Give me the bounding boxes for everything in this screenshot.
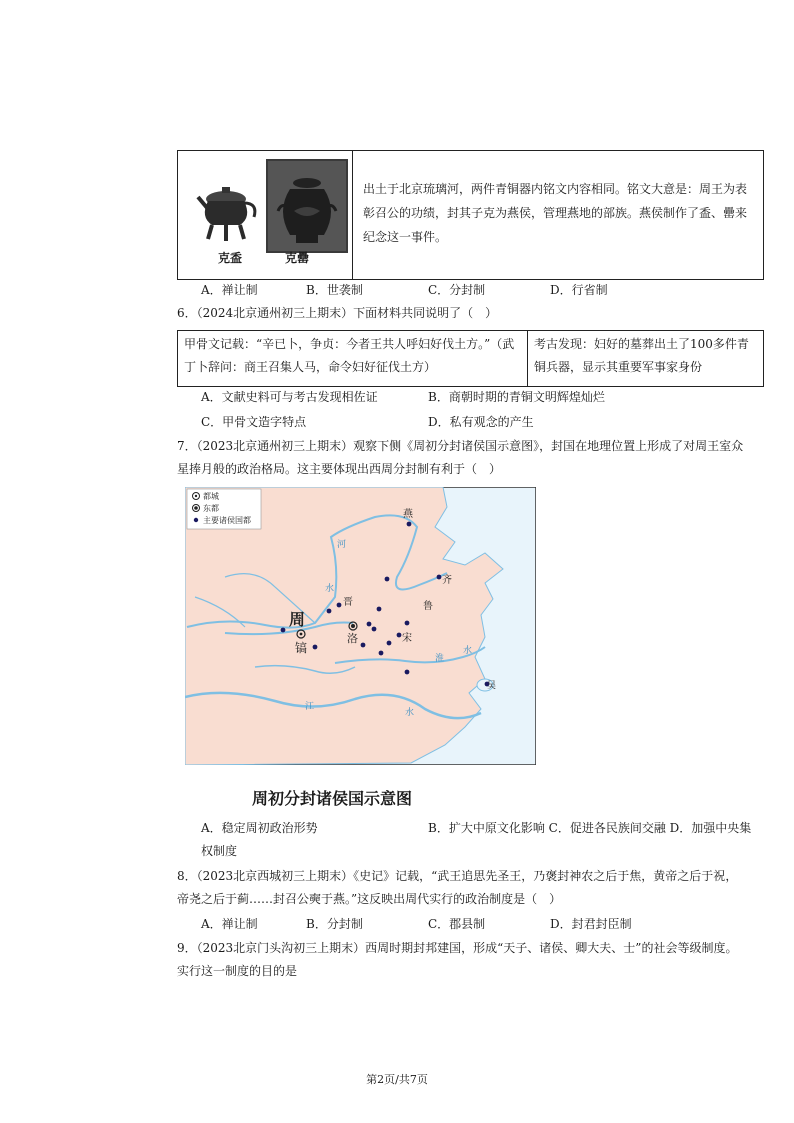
q6-option-a[interactable]: A．文献史料可与考古发现相佐证 [201,390,378,404]
q7-stem-line-2: 星捧月般的政治格局。这主要体现出西周分封制有利于（ ） [177,462,502,476]
map-label-jin: 晋 [343,597,353,608]
state-dot [281,628,286,633]
q7-option-d-continued: 权制度 [201,844,238,858]
legend-eastern-capital-icon-dot [194,506,198,510]
q5-table [177,150,764,280]
q5-option-b[interactable]: B．世袭制 [306,283,363,297]
q6-table [177,330,764,387]
map-label-hao: 镐 [295,641,308,655]
q9-stem-line-2: 实行这一制度的目的是 [177,964,298,978]
state-dot-jin [337,603,342,608]
luo-eastern-capital-marker-dot [351,624,355,628]
q8-stem-line-2: 帝尧之后于蓟……封召公奭于燕。”这反映出周代实行的政治制度是（ ） [177,892,562,906]
state-dot-qi [437,575,442,580]
q5-material-line-3: 纪念这一事件。 [363,230,448,244]
legend-label-eastern-capital: 东都 [203,504,219,513]
q5-image-cell [178,151,353,280]
map-label-shui-3: 水 [463,646,473,656]
q8-option-c[interactable]: C．郡县制 [428,917,486,931]
state-dot [377,607,382,612]
q7-option-bcd[interactable]: B．扩大中原文化影响 C．促进各民族间交融 D．加强中央集 [428,821,752,835]
vessel-label-lei: 克罍 [285,251,310,265]
q5-option-d[interactable]: D．行省制 [550,283,608,297]
q5-material-line-2: 彰召公的功绩，封其子克为燕侯，管理燕地的部族。燕侯制作了盉、罍来 [363,206,748,220]
legend-label-state-capitals: 主要诸侯国都 [203,516,251,525]
map-label-yan: 燕 [403,509,413,520]
legend-label-capital: 都城 [203,492,219,501]
state-dot [387,641,392,646]
map-label-qi: 齐 [442,575,452,586]
q6-left-line-1: 甲骨文记载：“辛已卜，争贞：今者王共人呼妇好伐土方。”（武 [184,337,515,351]
legend-capital-icon-dot [195,495,197,497]
q6-option-d[interactable]: D．私有观念的产生 [428,415,534,429]
map-label-jiang: 江 [305,702,315,712]
state-dot-yan [407,522,412,527]
q8-option-a[interactable]: A．禅让制 [201,917,258,931]
q7-option-a[interactable]: A．稳定周初政治形势 [201,821,318,835]
bronze-vessels-image [178,151,352,279]
map-label-he: 河 [337,540,347,550]
state-dot-lu [405,621,410,626]
map-label-huai: 淮 [435,654,445,664]
map-svg [185,487,536,765]
q8-stem-line-1: 8．（2023北京西城初三上期末）《史记》记载，“武王追思先圣王，乃褒封神农之后于焦，黄帝之后于祝， [177,869,738,883]
q7-stem-line-1: 7．（2023北京通州初三上期末）观察下侧《周初分封诸侯国示意图》，封国在地理位置上形成了对周王室众 [177,439,744,453]
q6-stem: 6．（2024北京通州初三上期末）下面材料共同说明了（ ） [177,306,498,320]
state-dot [327,609,332,614]
state-dot [361,643,366,648]
state-dot [313,645,318,650]
q5-option-a[interactable]: A．禅让制 [201,283,258,297]
q6-left-cell [178,331,528,387]
q6-option-c[interactable]: C．甲骨文造字特点 [201,415,307,429]
state-dot [367,622,372,627]
bronze-vessels-illustration [178,151,352,279]
map-label-shui-2: 水 [405,708,415,718]
q5-option-c[interactable]: C．分封制 [428,283,486,297]
state-dot [405,670,410,675]
vessel-label-he: 克盉 [218,251,243,265]
map-label-shui: 水 [325,584,335,594]
map-label-zhou: 周 [289,610,306,629]
map-label-lu: 鲁 [423,601,433,612]
legend-state-capital-icon [194,518,198,522]
q6-right-cell [528,331,764,387]
state-dot [379,651,384,656]
state-dot [385,577,390,582]
q5-material-line-1: 出土于北京琉璃河，两件青铜器内铭文内容相同。铭文大意是：周王为表 [363,182,748,196]
state-dot-song [397,633,402,638]
page-number: 第2页/共7页 [366,1073,428,1086]
q8-option-b[interactable]: B．分封制 [306,917,363,931]
q6-right-line-2: 铜兵器，显示其重要军事家身份 [534,360,703,374]
state-dot [372,627,377,632]
map-title: 周初分封诸侯国示意图 [252,789,413,808]
map-label-luo: 洛 [347,632,358,645]
q6-left-line-2: 丁卜辞问：商王召集人马，命令妇好征伐土方） [184,360,437,374]
q6-right-line-1: 考古发现：妇好的墓葬出土了100多件青 [534,337,749,351]
map-label-wu: 吴 [487,681,497,691]
q5-material-cell [353,151,764,280]
hao-capital-marker-dot [300,633,303,636]
map-label-song: 宋 [402,633,412,644]
q8-option-d[interactable]: D．封君封臣制 [550,917,632,931]
zhou-feudal-map [185,487,536,765]
q6-option-b[interactable]: B．商朝时期的青铜文明辉煌灿烂 [428,390,605,404]
q9-stem-line-1: 9．（2023北京门头沟初三上期末）西周时期封邦建国，形成“天子、诸侯、卿大夫、士”的社会等级制度。 [177,941,738,955]
